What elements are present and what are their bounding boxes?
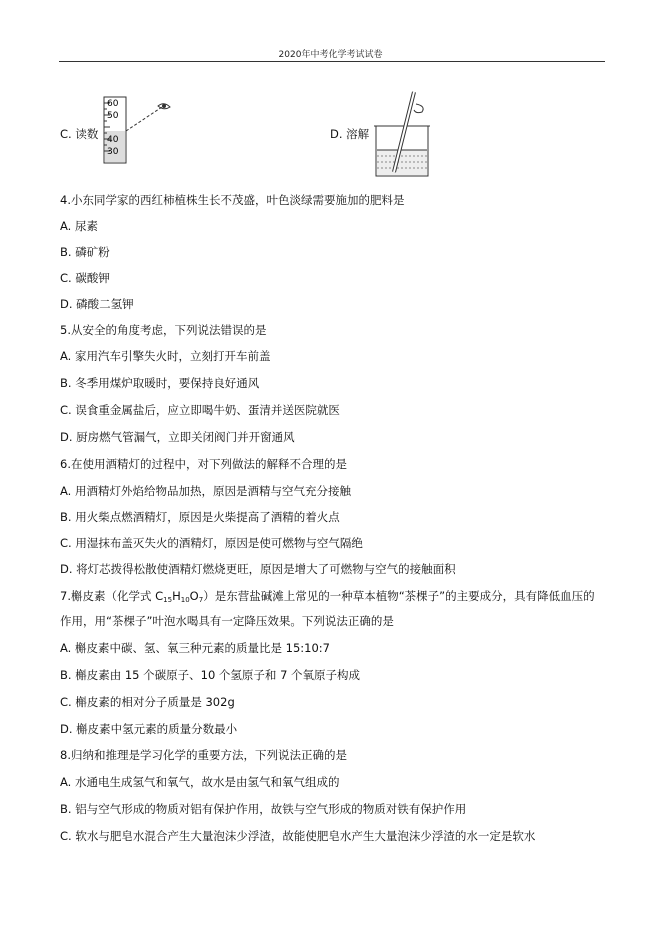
q6-option-d: D. 将灯芯拨得松散使酒精灯燃烧更旺，原因是增大了可燃物与空气的接触面积 <box>60 562 456 576</box>
question-6-stem: 6.在使用酒精灯的过程中，对下列做法的解释不合理的是 <box>60 457 347 471</box>
tick-label: 60 <box>107 99 119 109</box>
q4-option-a: A. 尿素 <box>60 219 98 233</box>
q8-option-a: A. 水通电生成氢气和氧气，故水是由氢气和氧气组成的 <box>60 775 340 789</box>
q5-option-c: C. 误食重金属盐后，应立即喝牛奶、蛋清并送医院就医 <box>60 403 340 417</box>
q7-subscript: 10 <box>180 596 190 604</box>
q6-option-c: C. 用湿抹布盖灭失火的酒精灯，原因是使可燃物与空气隔绝 <box>60 536 363 550</box>
q7-option-a: A. 槲皮素中碳、氢、氧三种元素的质量比是 15:10:7 <box>60 641 330 655</box>
tick-label: 40 <box>107 135 119 145</box>
q7-option-d: D. 槲皮素中氢元素的质量分数最小 <box>60 722 238 736</box>
q4-option-b: B. 磷矿粉 <box>60 245 110 259</box>
question-5-stem: 5.从安全的角度考虑，下列说法错误的是 <box>60 323 267 337</box>
q5-option-b: B. 冬季用煤炉取暖时，要保持良好通风 <box>60 376 260 390</box>
question-7-stem-line2: 作用，用“茶棵子”叶泡水喝具有一定降压效果。下列说法正确的是 <box>60 614 394 628</box>
q7-stem-part: ）是东营盐碱滩上常见的一种草本植物“茶棵子”的主要成分，具有降低血压的 <box>203 589 595 603</box>
q7-stem-part: 7.槲皮素（化学式 C <box>60 589 164 603</box>
question-4-stem: 4.小东同学家的西红柿植株生长不茂盛，叶色淡绿需要施加的肥料是 <box>60 193 405 207</box>
q4-option-d: D. 磷酸二氢钾 <box>60 297 134 311</box>
q8-option-c: C. 软水与肥皂水混合产生大量泡沫少浮渣，故能使肥皂水产生大量泡沫少浮渣的水一定是软水 <box>60 829 536 843</box>
q5-option-d: D. 厨房燃气管漏气，立即关闭阀门并开窗通风 <box>60 430 295 444</box>
question-7-stem-line1 <box>60 589 595 607</box>
q7-subscript: 7 <box>198 596 204 604</box>
page-header: 2020年中考化学考试试卷 <box>278 50 383 60</box>
header-divider <box>59 61 605 62</box>
q7-option-b: B. 槲皮素由 15 个碳原子、10 个氢原子和 7 个氧原子构成 <box>60 668 361 682</box>
q4-option-c: C. 碳酸钾 <box>60 271 110 285</box>
q6-option-a: A. 用酒精灯外焰给物品加热，原因是酒精与空气充分接触 <box>60 484 351 498</box>
q7-subscript: 15 <box>163 596 173 604</box>
question-8-stem: 8.归纳和推理是学习化学的重要方法，下列说法正确的是 <box>60 748 347 762</box>
q5-option-a: A. 家用汽车引擎失火时，立刻打开车前盖 <box>60 349 271 363</box>
tick-label: 30 <box>107 147 119 157</box>
q8-option-b: B. 铝与空气形成的物质对铝有保护作用，故铁与空气形成的物质对铁有保护作用 <box>60 802 467 816</box>
option-c-label: C. 读数 <box>60 127 99 141</box>
tick-label: 50 <box>107 111 119 121</box>
q7-stem-part: H <box>172 589 181 603</box>
q7-option-c: C. 槲皮素的相对分子质量是 302g <box>60 695 235 709</box>
option-d-label: D. 溶解 <box>330 127 370 141</box>
q6-option-b: B. 用火柴点燃酒精灯，原因是火柴提高了酒精的着火点 <box>60 510 340 524</box>
beaker-dissolving-figure <box>370 88 440 182</box>
measuring-cylinder-figure <box>96 93 186 167</box>
q7-stem-part: O <box>189 589 199 603</box>
